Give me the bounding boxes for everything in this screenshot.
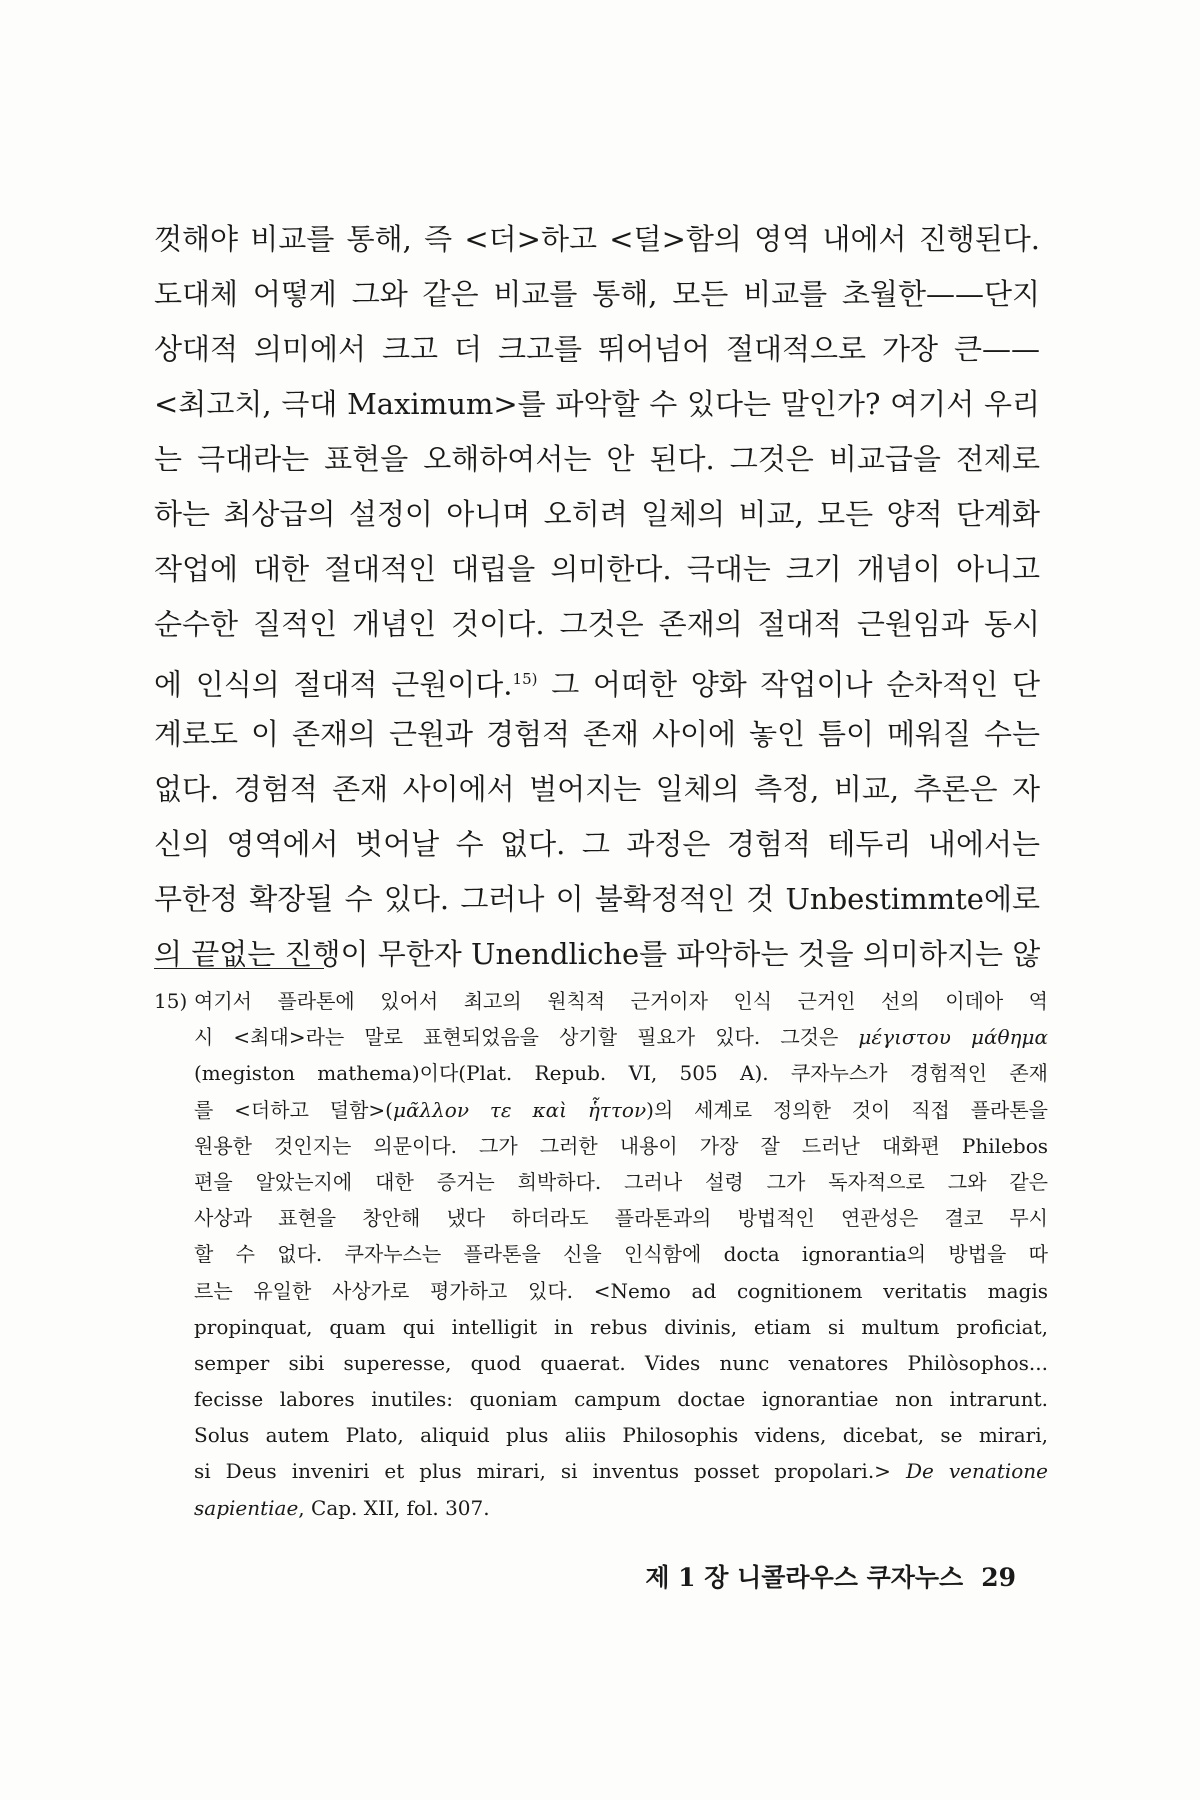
page-number: 29 [981,1563,1016,1592]
footnote-line: 편을 알았는지에 대한 증거는 희박하다. 그러나 설령 그가 독자적으로 그와 같은 [194,1169,1048,1194]
footnote-text-span: , Cap. XII, fol. 307. [298,1495,490,1520]
footnote-line [194,1453,1048,1489]
body-line: 무한정 확장될 수 있다. 그러나 이 불확정적인 것 Unbestimmte에로 [154,882,1040,916]
running-footer [645,1558,1016,1594]
footnote-line: fecisse labores inutiles: quoniam campum doctae ignorantiae non intrarunt. [194,1387,1048,1412]
body-line: 작업에 대한 절대적인 대립을 의미한다. 극대는 크기 개념이 아니고 [154,552,1040,586]
footnote-separator [154,968,324,969]
footnote-line: (megiston mathema)이다(Plat. Repub. VI, 505 A). 쿠자누스가 경험적인 존재 [194,1061,1048,1086]
body-line: 순수한 질적인 개념인 것이다. 그것은 존재의 절대적 근원임과 동시 [154,607,1040,641]
footnote-text-span: 시 <최대>라는 말로 표현되었음을 상기할 필요가 있다. 그것은 [194,1025,859,1050]
body-line: 도대체 어떻게 그와 같은 비교를 통해, 모든 비교를 초월한——단지 [154,277,1040,311]
footnote-line: semper sibi superesse, quod quaerat. Vides nunc venatores Philòsophos... [194,1350,1048,1375]
footnote-line [194,1019,1048,1055]
footnote-text-span: si Deus inveniri et plus mirari, si inventus posset propolari.> [194,1459,906,1484]
body-line [154,652,1040,707]
footnote-line: 할 수 없다. 쿠자누스는 플라톤을 신을 인식함에 docta ignorantia의 방법을 따 [194,1242,1048,1267]
footnote-line [194,1092,1048,1128]
footnote-line: 여기서 플라톤에 있어서 최고의 원칙적 근거이자 인식 근거인 선의 이데아 역 [194,989,1048,1013]
footnote-line: Solus autem Plato, aliquid plus aliis Philosophis videns, dicebat, se mirari, [194,1423,1048,1448]
main-text-block [154,212,1040,982]
body-text-span: 에 인식의 절대적 근원이다. [154,667,513,702]
footnote-number: 15) [154,989,188,1013]
body-line: 껏해야 비교를 통해, 즉 <더>하고 <덜>함의 영역 내에서 진행된다. [154,222,1040,256]
body-line: 는 극대라는 표현을 오해하여서는 안 된다. 그것은 비교급을 전제로 [154,442,1040,476]
footnote-text-span: 를 <더하고 덜함>( [194,1097,393,1122]
footnote-line: 르는 유일한 사상가로 평가하고 있다. <Nemo ad cognitionem veritatis magis [194,1278,1048,1303]
footnote-reference: 15) [512,670,538,688]
chapter-title: 제 1 장 니콜라우스 쿠자누스 [645,1563,964,1592]
body-line: 신의 영역에서 벗어날 수 없다. 그 과정은 경험적 테두리 내에서는 [154,827,1040,861]
citation-title: De venatione [905,1459,1048,1484]
footnote-line: 원용한 것인지는 의문이다. 그가 그러한 내용이 가장 잘 드러난 대화편 Philebos [194,1133,1048,1158]
body-text-span: 그 어떠한 양화 작업이나 순차적인 단 [537,667,1040,702]
body-line: 상대적 의미에서 크고 더 크고를 뛰어넘어 절대적으로 가장 큰—— [154,332,1040,366]
footnote-line [194,1490,1048,1526]
footnote-15 [154,983,1048,1526]
body-line: <최고치, 극대 Maximum>를 파악할 수 있다는 말인가? 여기서 우리 [154,387,1040,421]
greek-phrase: μέγιστου μάθημα [858,1025,1048,1050]
citation-title: sapientiae [194,1495,299,1520]
footnote-line: 사상과 표현을 창안해 냈다 하더라도 플라톤과의 방법적인 연관성은 결코 무시 [194,1206,1048,1231]
body-line: 의 끝없는 진행이 무한자 Unendliche를 파악하는 것을 의미하지는 않 [154,937,1040,971]
footnote-line: propinquat, quam qui intelligit in rebus divinis, etiam si multum proficiat, [194,1314,1048,1339]
footnote-text-span: )의 세계로 정의한 것이 직접 플라톤을 [646,1097,1048,1122]
body-line: 하는 최상급의 설정이 아니며 오히려 일체의 비교, 모든 양적 단계화 [154,497,1040,531]
body-line: 없다. 경험적 존재 사이에서 벌어지는 일체의 측정, 비교, 추론은 자 [154,772,1040,806]
greek-phrase: μᾶλλον τε καὶ ἧττον [392,1097,647,1122]
body-line: 계로도 이 존재의 근원과 경험적 존재 사이에 놓인 틈이 메워질 수는 [154,717,1040,751]
